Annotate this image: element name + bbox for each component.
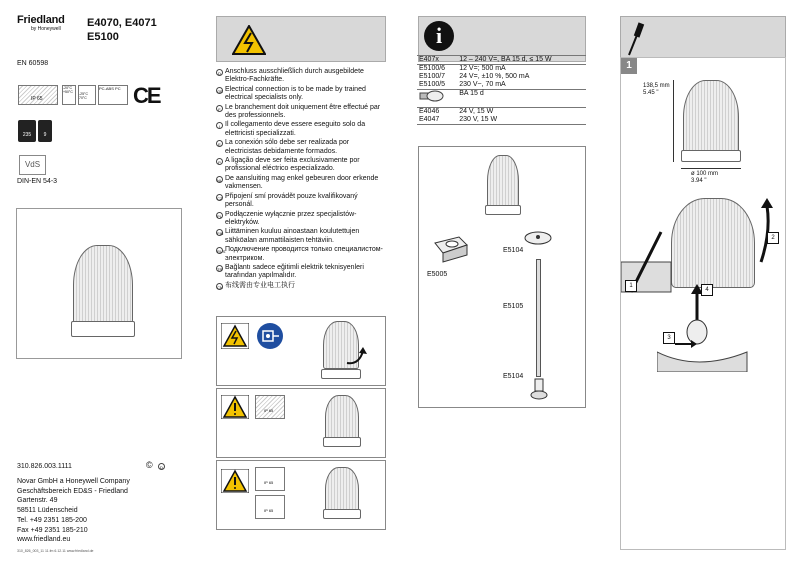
spec-value: 24 V=, ±10 %, 500 mA [459,73,530,80]
spec-model: E407x [419,56,439,63]
brand-logo [17,14,65,32]
safety-row-pl [216,211,386,228]
flag-p-icon: P [216,158,223,165]
spec-value: 12 V=; 500 mA [459,65,506,72]
bulb-change-illustration [657,282,767,372]
pole-image [536,259,541,377]
safety-text-cz: Připojení smí provádět pouze kvalifikovaný personál. [225,192,358,209]
flag-fin-icon: FIN [217,231,224,237]
spec-row [417,73,586,81]
safety-text-i: Il collegamento deve essere eseguito solo da elettricisti specializzati. [225,121,366,137]
flag-cz-icon: CZ [217,195,223,201]
company-tel: Tel. +49 2351 185-200 [17,516,87,524]
flag-cn-icon: CN [217,284,223,290]
info-icon: i [424,21,454,51]
temp-b: +50°C [63,90,73,94]
lamp-base-image [71,321,135,337]
temp-c: -25°C [79,92,88,96]
safety-row-rus [216,246,386,263]
general-warning-icon-2 [221,469,249,493]
wall-bracket-image [433,235,469,263]
ip-prohibited-panel [216,460,386,530]
spec-row [417,116,586,125]
certification-icon [18,118,58,142]
lamp-base-small-image-3 [323,509,361,519]
ip-warning-panel [216,388,386,458]
storage-temp-icon [78,85,96,105]
flag-pl-icon: PL [217,213,222,219]
dim-diameter [691,171,718,185]
label-e5104-b: E5104 [503,373,524,380]
lamp-accessory-base [485,205,521,215]
ip-crossed-icon-2: IP 65 [255,495,285,519]
spec-row [417,81,586,90]
safety-row-fin [216,228,386,245]
company-fax: Fax +49 2351 185-210 [17,526,88,534]
ip-crossed-icon: IP 65 [255,467,285,491]
spec-model: E5100/5 [419,81,446,88]
safety-text-cn: 布线需由专业电工执行 [225,281,295,289]
safety-text-tr: Bağlantı sadece eğitimli elektrik teknisyenleri tarafından yapılmalıdır. [225,263,364,280]
model-line-2: E5100 [87,31,119,43]
safety-text-list [216,68,386,291]
safety-header [216,16,386,62]
safety-row-p [216,157,386,174]
flag-rus-icon: RUS [217,249,226,255]
flag-e-icon: E [216,140,223,147]
step-1-badge: 1 [625,280,637,292]
lamp-dome-small-image-3 [325,467,359,511]
spec-row [417,65,586,74]
flag-tr-icon: TR [217,266,223,272]
flag-nl-icon: NL [217,177,223,183]
temp-a: -20°C [63,86,72,90]
spec-model: E5100/6 [419,65,446,72]
rotate-arrow-icon [345,347,369,367]
electric-warning-small-icon [221,323,249,349]
flag-i-icon: I [216,122,223,129]
material-pc: PC [115,86,121,91]
company-city: 58511 Lüdenscheid [17,507,78,515]
dim-height-inch: 5.45 " [643,90,659,96]
product-photo-frame [16,208,182,359]
dim-height [643,83,670,97]
safety-row-d [216,68,386,85]
model-title [87,16,157,44]
company-street: Gartenstr. 49 [17,497,58,505]
safety-text-p: A ligação deve ser feita exclusivamente por profissional eléctrico especializado. [225,157,360,173]
lamp-dimension-image [683,80,739,154]
install-panel [620,57,786,550]
safety-row-cn [216,282,386,290]
copyright-icon: © [146,460,153,470]
dim-diameter-inch: 3.94 " [691,178,707,184]
safety-text-pl: Podłączenie wyłącznie przez specjalistów-elektryków. [225,210,357,226]
flag-d-icon: D [216,69,223,76]
spec-value: 12 – 240 V=, BA 15 d, ≤ 15 W [459,56,552,63]
safety-row-gb [216,86,386,103]
lamp-dome-image [73,245,133,325]
temperature-icon [62,85,76,105]
disconnect-power-panel [216,316,386,386]
label-e5104-a: E5104 [503,247,524,254]
ce-mark-icon: CE [133,83,160,108]
spec-model: E4046 [419,108,440,115]
spec-value: 24 V, 15 W [459,108,494,115]
cert-a: 235 [18,120,36,142]
company-web: www.friedland.eu [17,536,71,544]
safety-row-cz [216,193,386,210]
safety-row-nl [216,175,386,192]
ip-text: IP 65 [31,96,43,102]
tool-header [620,16,786,62]
safety-text-gb: Electrical connection is to be made by trained electrical specialists only. [225,85,366,102]
lamp-base-small-image [321,369,361,379]
safety-text-fin: Liittäminen kuuluu ainoastaan koulutettujen sähköalan ammattilaisten tehtäviin. [225,228,360,244]
label-e5105: E5105 [503,303,524,310]
bulb-icon [417,90,457,108]
spec-value: BA 15 d [459,90,484,97]
material-pc-abs: PC-ABS [99,86,114,91]
dim-height-mm: 138,5 mm [643,83,670,89]
dim-diameter-mm: ø 100 mm [691,171,719,177]
norm-label: EN 60598 [17,60,49,67]
company-name: Novar GmbH a Honeywell Company [17,478,130,485]
spec-row [417,108,586,117]
ip-rating-icon [18,85,58,105]
safety-row-i [216,121,386,138]
lamp-dome-small-image [325,395,359,439]
company-division: Geschäftsbereich ED&S - Friedland [17,487,128,495]
spec-value: 230 V, 15 W [459,116,498,123]
company-address [17,477,130,545]
spec-row [417,90,586,108]
brand-name: Friedland [17,14,65,26]
ip-rating-small-icon: IP 65 [255,395,285,419]
brand-by: by Honeywell [31,26,61,32]
spec-value: 230 V~, 70 mA [459,81,506,88]
unplug-mandatory-icon [257,323,283,349]
step-number: 1 [621,58,637,74]
safety-row-tr [216,264,386,281]
spec-model: E4047 [419,116,440,123]
mount-plate-image [523,229,553,247]
flag-gb-icon: GB [217,88,223,94]
lamp-dimension-base [681,150,741,162]
model-line-1: E4070, E4071 [87,17,157,29]
pole-foot-image [529,377,549,401]
flag-f-icon: F [216,105,223,112]
step-4-badge: 4 [701,284,713,296]
label-e5005: E5005 [427,271,448,278]
lamp-base-small-image-2 [323,437,361,447]
safety-text-rus: Подключение проводится только специалистом-электриком. [225,246,383,262]
electric-warning-icon [232,25,266,55]
safety-text-e: La conexión sólo debe ser realizada por electricistas debidamente formados. [225,139,350,155]
accessories-panel [418,146,586,408]
vds-norm: DIN-EN 54-3 [17,178,58,185]
step-3-badge: 3 [663,332,675,344]
material-icon [98,85,128,105]
safety-text-d: Anschluss ausschließlich durch ausgebildete Elektro-Fachkräfte. [225,68,364,84]
screwdriver-icon [625,21,645,57]
temp-d: 70°C [79,96,87,100]
general-warning-icon [221,395,249,419]
height-dimension-line [673,80,674,162]
safety-row-e [216,139,386,156]
step-2-badge: 2 [767,232,779,244]
print-info: 310_826_003_11 11.fm 6.12.11 www.friedland.de [17,549,94,553]
safety-text-nl: De aansluiting mag enkel gebeuren door erkende vakmensen. [225,174,379,191]
lamp-accessory-image [487,155,519,207]
cert-b: 9 [38,120,52,142]
safety-row-f [216,104,386,121]
spec-table [417,55,586,125]
spec-row [417,56,586,65]
language-flag-d-icon: D [158,462,165,470]
spec-model: E5100/7 [419,73,446,80]
safety-text-f: Le branchement doit uniquement être effectué par des professionnels. [225,103,381,120]
diameter-dimension-line [681,168,741,169]
part-number: 310.826.003.1111 [17,463,72,470]
vds-mark-icon: VdS [19,155,46,175]
